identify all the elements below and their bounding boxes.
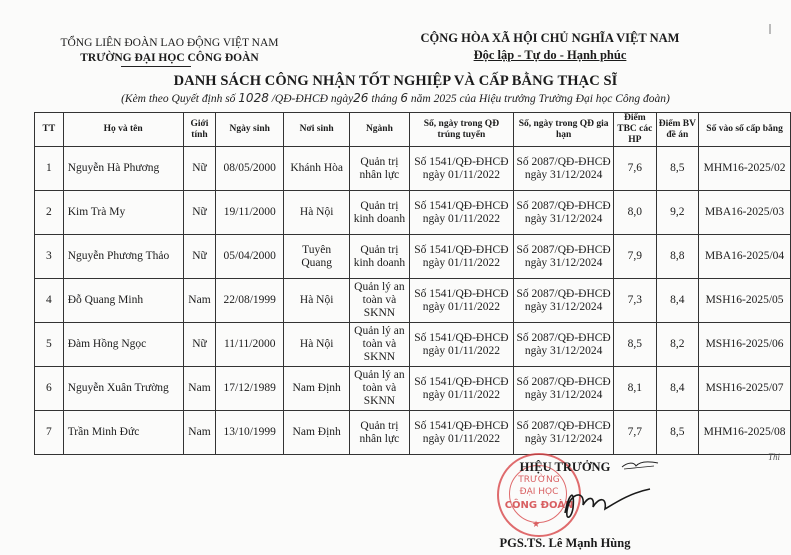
cell-major: Quản lý an toàn và SKNN xyxy=(350,323,409,367)
cell-qd-admission: Số 1541/QĐ-ĐHCĐ ngày 01/11/2022 xyxy=(409,411,514,455)
table-row xyxy=(35,235,791,279)
cell-name: Trần Minh Đức xyxy=(63,411,183,455)
subtitle-suffix: năm 2025 của Hiệu trưởng Trường Đại học Công đoàn) xyxy=(408,93,670,105)
table-row xyxy=(35,147,791,191)
cell-thesis: 8,4 xyxy=(656,279,699,323)
cell-name: Nguyễn Hà Phương xyxy=(63,147,183,191)
cell-pob: Nam Định xyxy=(284,411,350,455)
cell-qd-extension: Số 2087/QĐ-ĐHCĐ ngày 31/12/2024 xyxy=(514,411,614,455)
header-underline xyxy=(121,66,191,67)
cell-dob: 17/12/1989 xyxy=(216,367,284,411)
margin-note: Thi xyxy=(768,452,781,462)
cell-gender: Nam xyxy=(183,367,216,411)
cell-qd-admission: Số 1541/QĐ-ĐHCĐ ngày 01/11/2022 xyxy=(409,191,514,235)
cell-gender: Nữ xyxy=(183,235,216,279)
cell-cert-no: MBA16-2025/03 xyxy=(699,191,791,235)
cell-cert-no: MSH16-2025/07 xyxy=(699,367,791,411)
table-row xyxy=(35,191,791,235)
cell-qd-extension: Số 2087/QĐ-ĐHCĐ ngày 31/12/2024 xyxy=(514,235,614,279)
cell-name: Đàm Hồng Ngọc xyxy=(63,323,183,367)
cell-pob: Hà Nội xyxy=(284,191,350,235)
org-name: TRƯỜNG ĐẠI HỌC CÔNG ĐOÀN xyxy=(80,52,259,64)
cell-tt: 7 xyxy=(35,411,64,455)
cell-pob: Hà Nội xyxy=(284,323,350,367)
cell-name: Đỗ Quang Minh xyxy=(63,279,183,323)
col-qd-extension: Số, ngày trong QĐ gia hạn xyxy=(514,113,614,147)
cell-qd-extension: Số 2087/QĐ-ĐHCĐ ngày 31/12/2024 xyxy=(514,323,614,367)
header-right xyxy=(405,30,695,64)
cell-major: Quản trị nhân lực xyxy=(350,411,409,455)
cell-dob: 05/04/2000 xyxy=(216,235,284,279)
signer-title: HIỆU TRƯỞNG xyxy=(519,460,611,474)
cell-dob: 08/05/2000 xyxy=(216,147,284,191)
cell-qd-admission: Số 1541/QĐ-ĐHCĐ ngày 01/11/2022 xyxy=(409,235,514,279)
graduates-table xyxy=(34,112,791,455)
decision-month: 6 xyxy=(400,91,409,105)
stamp-text-3: CÔNG ĐOÀN xyxy=(504,500,574,511)
col-pob: Nơi sinh xyxy=(284,113,350,147)
stamp-text-1: TRƯỜNG xyxy=(518,475,560,485)
cell-gpa: 7,9 xyxy=(614,235,657,279)
cell-major: Quản lý an toàn và SKNN xyxy=(350,367,409,411)
col-gpa: Điểm TBC các HP xyxy=(614,113,657,147)
cell-cert-no: MSH16-2025/06 xyxy=(699,323,791,367)
handwritten-signature-icon xyxy=(555,483,655,523)
table-row xyxy=(35,411,791,455)
cell-pob: Khánh Hòa xyxy=(284,147,350,191)
cell-gpa: 8,1 xyxy=(614,367,657,411)
cell-thesis: 9,2 xyxy=(656,191,699,235)
cell-tt: 1 xyxy=(35,147,64,191)
cell-qd-admission: Số 1541/QĐ-ĐHCĐ ngày 01/11/2022 xyxy=(409,367,514,411)
header-left xyxy=(52,36,287,67)
cell-major: Quản trị kinh doanh xyxy=(350,235,409,279)
org-parent: TỔNG LIÊN ĐOÀN LAO ĐỘNG VIỆT NAM xyxy=(60,37,279,49)
cell-qd-extension: Số 2087/QĐ-ĐHCĐ ngày 31/12/2024 xyxy=(514,191,614,235)
col-dob: Ngày sinh xyxy=(216,113,284,147)
cell-dob: 22/08/1999 xyxy=(216,279,284,323)
cell-major: Quản trị kinh doanh xyxy=(350,191,409,235)
table-row xyxy=(35,279,791,323)
col-name: Họ và tên xyxy=(63,113,183,147)
signer-name: PGS.TS. Lê Mạnh Hùng xyxy=(499,536,631,550)
cell-cert-no: MSH16-2025/05 xyxy=(699,279,791,323)
cell-qd-admission: Số 1541/QĐ-ĐHCĐ ngày 01/11/2022 xyxy=(409,323,514,367)
stamp-star-icon: ★ xyxy=(532,519,541,529)
cell-major: Quản lý an toàn và SKNN xyxy=(350,279,409,323)
scan-mark xyxy=(769,24,771,34)
table-header-row xyxy=(35,113,791,147)
cell-gpa: 7,7 xyxy=(614,411,657,455)
col-qd-admission: Số, ngày trong QĐ trúng tuyển xyxy=(409,113,514,147)
col-tt: TT xyxy=(35,113,64,147)
cell-name: Kim Trà My xyxy=(63,191,183,235)
cell-qd-admission: Số 1541/QĐ-ĐHCĐ ngày 01/11/2022 xyxy=(409,147,514,191)
cell-cert-no: MBA16-2025/04 xyxy=(699,235,791,279)
cell-pob: Hà Nội xyxy=(284,279,350,323)
cell-tt: 3 xyxy=(35,235,64,279)
cell-thesis: 8,5 xyxy=(656,411,699,455)
col-gender: Giới tính xyxy=(183,113,216,147)
cell-cert-no: MHM16-2025/02 xyxy=(699,147,791,191)
cell-thesis: 8,8 xyxy=(656,235,699,279)
national-title: CỘNG HÒA XÃ HỘI CHỦ NGHĨA VIỆT NAM xyxy=(420,31,680,45)
cell-gender: Nam xyxy=(183,279,216,323)
subtitle-mid1: /QĐ-ĐHCĐ ngày xyxy=(268,93,354,105)
subtitle-prefix: (Kèm theo Quyết định số xyxy=(121,93,239,105)
cell-dob: 11/11/2000 xyxy=(216,323,284,367)
cell-gpa: 7,6 xyxy=(614,147,657,191)
table-row xyxy=(35,323,791,367)
cell-gender: Nữ xyxy=(183,191,216,235)
cell-tt: 4 xyxy=(35,279,64,323)
cell-gender: Nam xyxy=(183,411,216,455)
subtitle-mid2: tháng xyxy=(368,93,401,105)
cell-cert-no: MHM16-2025/08 xyxy=(699,411,791,455)
stamp-text-2: ĐẠI HỌC xyxy=(519,487,559,497)
cell-pob: Nam Định xyxy=(284,367,350,411)
cell-name: Nguyễn Phương Thảo xyxy=(63,235,183,279)
cell-major: Quản trị nhân lực xyxy=(350,147,409,191)
cell-gpa: 8,0 xyxy=(614,191,657,235)
col-cert-no: Số vào số cấp bằng xyxy=(699,113,791,147)
cell-gpa: 8,5 xyxy=(614,323,657,367)
cell-tt: 2 xyxy=(35,191,64,235)
cell-gender: Nữ xyxy=(183,147,216,191)
cell-pob: Tuyên Quang xyxy=(284,235,350,279)
cell-gpa: 7,3 xyxy=(614,279,657,323)
cell-gender: Nữ xyxy=(183,323,216,367)
cell-dob: 19/11/2000 xyxy=(216,191,284,235)
cell-dob: 13/10/1999 xyxy=(216,411,284,455)
initial-mark-icon xyxy=(620,458,660,472)
national-motto: Độc lập - Tự do - Hạnh phúc xyxy=(473,48,627,62)
decision-number: 1028 xyxy=(238,91,269,105)
decision-day: 26 xyxy=(353,91,369,105)
cell-thesis: 8,2 xyxy=(656,323,699,367)
cell-thesis: 8,5 xyxy=(656,147,699,191)
cell-name: Nguyễn Xuân Trường xyxy=(63,367,183,411)
col-thesis: Điểm BV đề án xyxy=(656,113,699,147)
col-major: Ngành xyxy=(350,113,409,147)
cell-tt: 5 xyxy=(35,323,64,367)
cell-qd-extension: Số 2087/QĐ-ĐHCĐ ngày 31/12/2024 xyxy=(514,147,614,191)
cell-qd-extension: Số 2087/QĐ-ĐHCĐ ngày 31/12/2024 xyxy=(514,367,614,411)
cell-qd-extension: Số 2087/QĐ-ĐHCĐ ngày 31/12/2024 xyxy=(514,279,614,323)
table-row xyxy=(35,367,791,411)
document-subtitle xyxy=(0,91,791,105)
cell-qd-admission: Số 1541/QĐ-ĐHCĐ ngày 01/11/2022 xyxy=(409,279,514,323)
cell-tt: 6 xyxy=(35,367,64,411)
document-title: DANH SÁCH CÔNG NHẬN TỐT NGHIỆP VÀ CẤP BẰNG THẠC SĨ xyxy=(173,73,618,89)
cell-thesis: 8,4 xyxy=(656,367,699,411)
